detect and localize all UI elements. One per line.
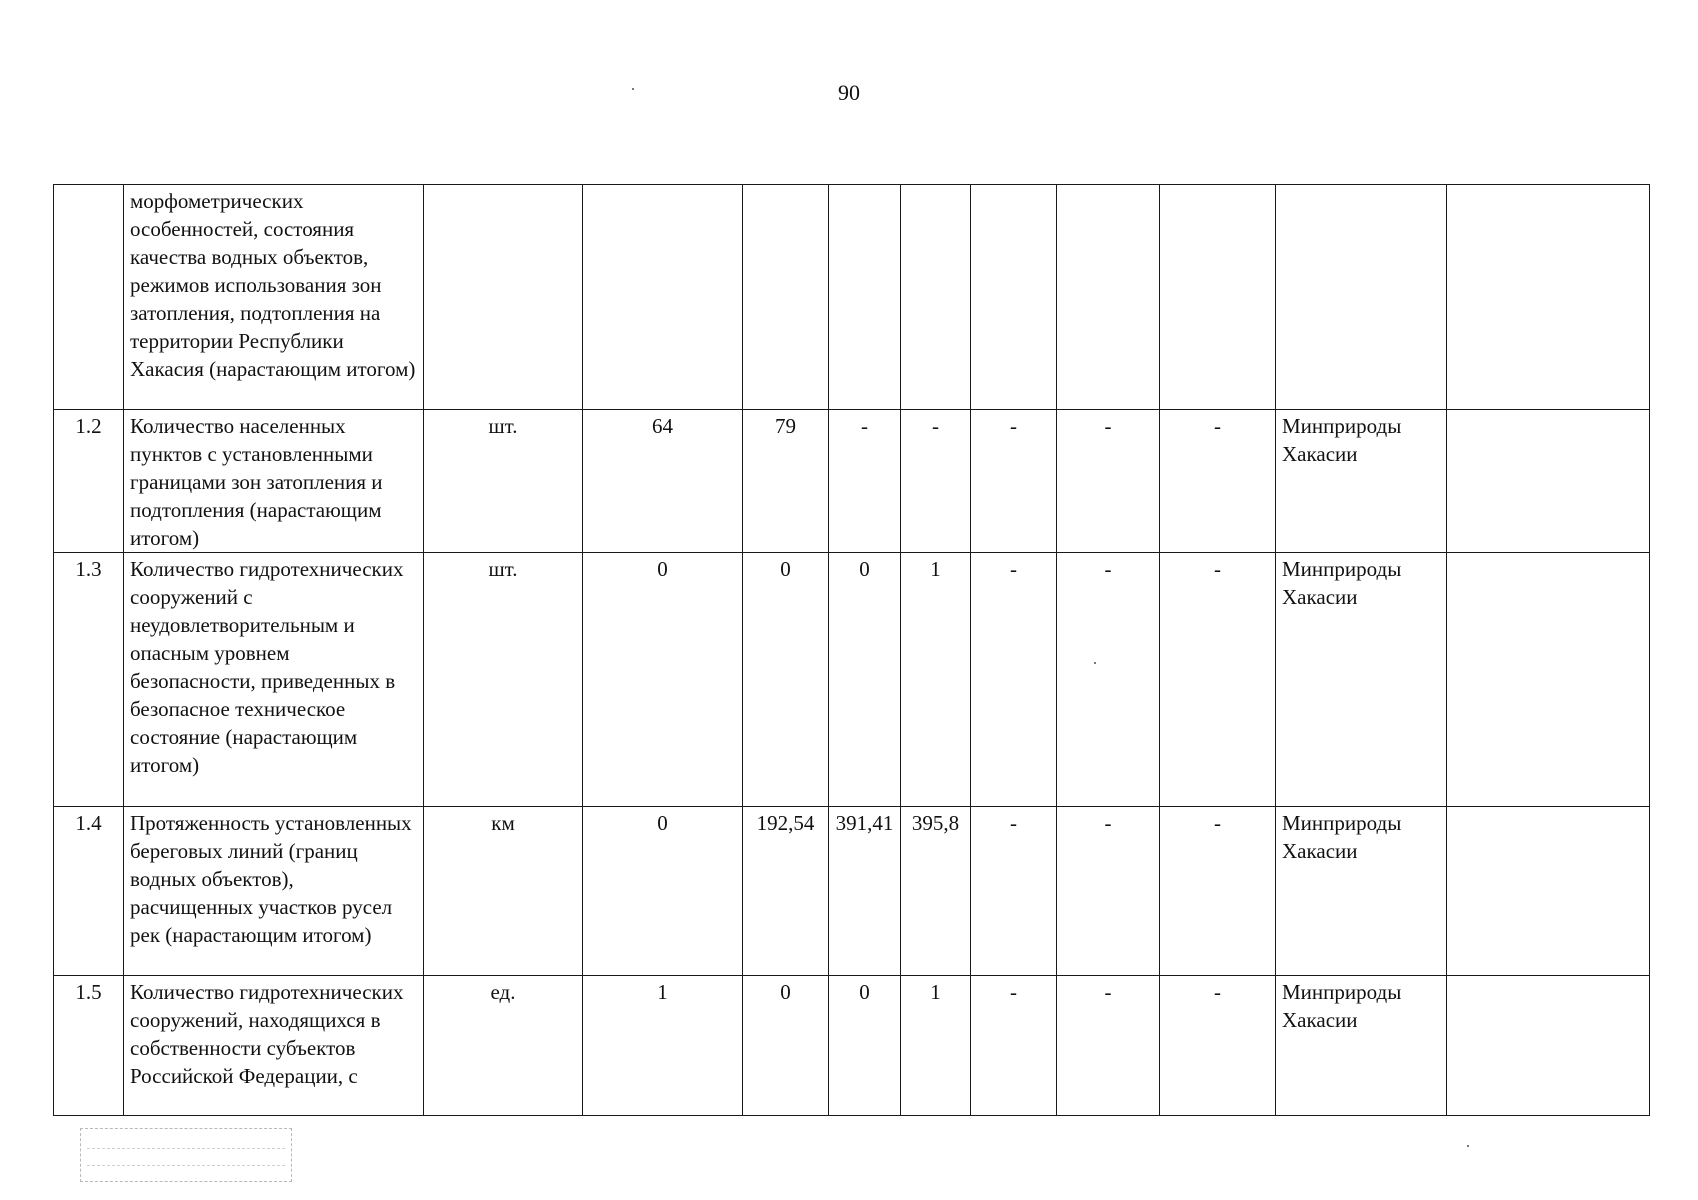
value-cell: - [1057, 976, 1160, 1116]
value-cell: 391,41 [829, 807, 901, 976]
value-cell: 79 [743, 410, 829, 553]
value-cell: - [1160, 807, 1276, 976]
row-number-cell: 1.4 [54, 807, 124, 976]
extra-cell [1447, 410, 1650, 553]
indicator-name-cell: Протяженность установленных береговых линий (границ водных объектов), расчищенных участков русел рек (нарастающим итогом) [124, 807, 424, 976]
indicator-name-cell: Количество гидротехнических сооружений, находящихся в собственности субъектов Российской Федерации, с [124, 976, 424, 1116]
indicator-name-cell: Количество гидротехнических сооружений с неудовлетворительным и опасным уровнем безопасности, приведенных в безопасное техническое состояние (нарастающим итогом) [124, 553, 424, 807]
extra-cell [1447, 807, 1650, 976]
extra-cell [1447, 185, 1650, 410]
table-row [54, 976, 1650, 1116]
table-body [54, 185, 1650, 1116]
value-cell: - [1160, 553, 1276, 807]
value-cell [829, 185, 901, 410]
value-cell: 1 [901, 976, 971, 1116]
value-cell: 395,8 [901, 807, 971, 976]
scan-speck [1467, 1145, 1469, 1147]
value-cell: - [1160, 976, 1276, 1116]
unit-cell: шт. [424, 410, 583, 553]
scan-speck [1094, 662, 1096, 664]
row-number-cell [54, 185, 124, 410]
table-row [54, 553, 1650, 807]
value-cell [743, 185, 829, 410]
extra-cell [1447, 976, 1650, 1116]
value-cell [901, 185, 971, 410]
value-cell: - [1057, 807, 1160, 976]
value-cell: - [1057, 553, 1160, 807]
value-cell [971, 185, 1057, 410]
unit-cell: ед. [424, 976, 583, 1116]
value-cell: 0 [743, 553, 829, 807]
indicator-name-cell: морфометрических особенностей, состояния качества водных объектов, режимов использования зон затопления, подтопления на территории Республики Хакасия (нарастающим итогом) [124, 185, 424, 410]
indicators-table [53, 184, 1650, 1116]
value-cell: 0 [829, 976, 901, 1116]
unit-cell: шт. [424, 553, 583, 807]
responsible-cell: Минприроды Хакасии [1276, 807, 1447, 976]
table-row [54, 185, 1650, 410]
value-cell [1160, 185, 1276, 410]
value-cell: 64 [583, 410, 743, 553]
responsible-cell [1276, 185, 1447, 410]
faded-stamp-image [80, 1128, 292, 1182]
unit-cell [424, 185, 583, 410]
value-cell: 0 [743, 976, 829, 1116]
page-number: 90 [838, 80, 860, 105]
value-cell [583, 185, 743, 410]
table-row [54, 807, 1650, 976]
indicator-name-cell: Количество населенных пунктов с установленными границами зон затопления и подтопления (нарастающим итогом) [124, 410, 424, 553]
value-cell: - [901, 410, 971, 553]
row-number-cell: 1.3 [54, 553, 124, 807]
responsible-cell: Минприроды Хакасии [1276, 410, 1447, 553]
value-cell: 0 [829, 553, 901, 807]
responsible-cell: Минприроды Хакасии [1276, 553, 1447, 807]
value-cell: 1 [901, 553, 971, 807]
value-cell: - [971, 410, 1057, 553]
value-cell: 1 [583, 976, 743, 1116]
value-cell: - [971, 807, 1057, 976]
value-cell: - [829, 410, 901, 553]
value-cell: - [971, 553, 1057, 807]
row-number-cell: 1.2 [54, 410, 124, 553]
value-cell: 0 [583, 807, 743, 976]
unit-cell: км [424, 807, 583, 976]
scan-speck [632, 88, 634, 90]
value-cell [1057, 185, 1160, 410]
value-cell: 192,54 [743, 807, 829, 976]
value-cell: - [1057, 410, 1160, 553]
extra-cell [1447, 553, 1650, 807]
value-cell: 0 [583, 553, 743, 807]
responsible-cell: Минприроды Хакасии [1276, 976, 1447, 1116]
row-number-cell: 1.5 [54, 976, 124, 1116]
value-cell: - [1160, 410, 1276, 553]
table-row [54, 410, 1650, 553]
value-cell: - [971, 976, 1057, 1116]
